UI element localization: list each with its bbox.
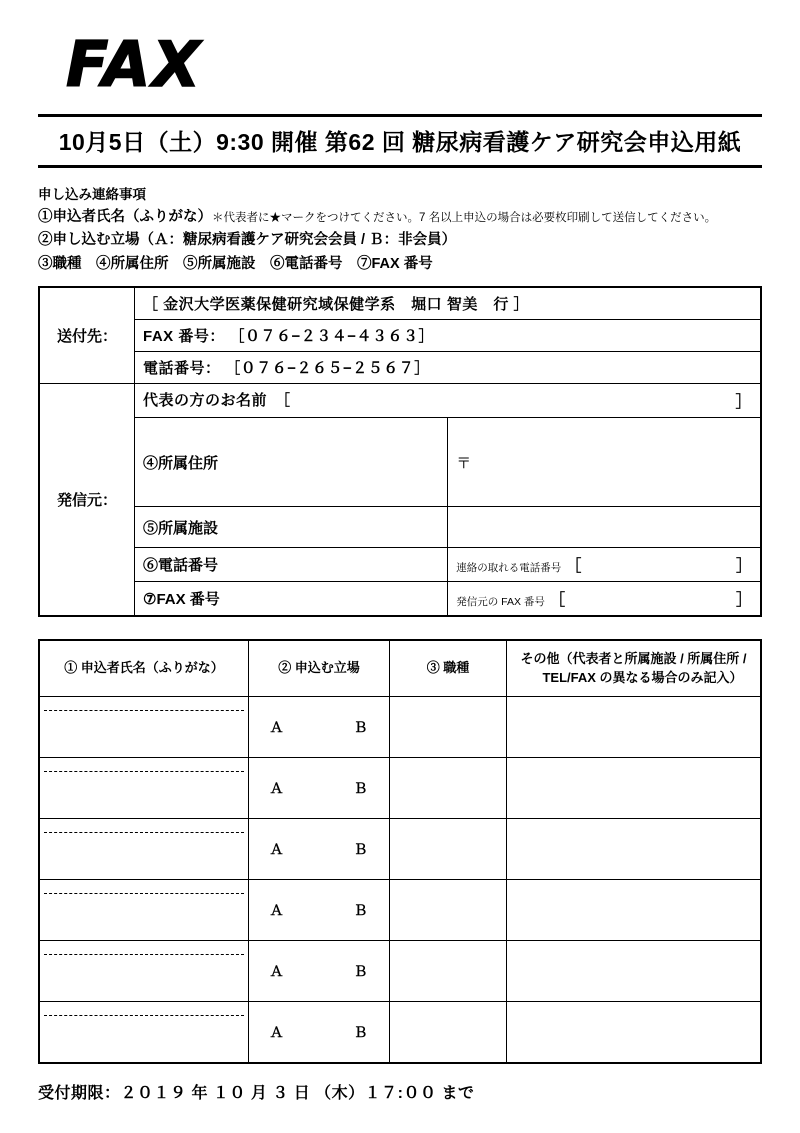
phone-label: ⑥電話番号 xyxy=(135,548,448,582)
furigana-dashed-line xyxy=(44,1015,244,1016)
header-applicant-name: ① 申込者氏名（ふりがな） xyxy=(39,640,249,696)
applicant-name-input[interactable] xyxy=(39,757,249,818)
fax-line xyxy=(135,320,762,352)
header-job: ③ 職種 xyxy=(390,640,507,696)
applicant-name-input[interactable] xyxy=(39,1001,249,1063)
table-row xyxy=(39,696,761,757)
table-row-to xyxy=(39,287,761,320)
furigana-dashed-line xyxy=(44,893,244,894)
from-label: 発信元： xyxy=(39,384,135,617)
table-row xyxy=(39,757,761,818)
notes-line-1 xyxy=(38,206,762,229)
furigana-dashed-line xyxy=(44,710,244,711)
phone-bracket-open: ［ xyxy=(565,558,582,576)
applicant-name-input[interactable] xyxy=(39,940,249,1001)
address-input[interactable] xyxy=(448,418,761,507)
applicant-position-choice[interactable]: Ａ Ｂ xyxy=(249,879,390,940)
fax-value: ［０７６−２３４−４３６３］ xyxy=(229,328,435,346)
table-row-from xyxy=(39,384,761,418)
phone-bracket-close: ］ xyxy=(735,558,752,576)
phone-hint: 連絡の取れる電話番号 xyxy=(456,562,562,575)
furigana-dashed-line xyxy=(44,832,244,833)
applicant-other-input[interactable] xyxy=(507,940,762,1001)
applicant-other-input[interactable] xyxy=(507,1001,762,1063)
applicants-table xyxy=(38,639,762,1063)
representative-name-bracket-close: ］ xyxy=(735,394,752,412)
table-row xyxy=(39,1001,761,1063)
fax-label: FAX 番号： xyxy=(143,328,225,346)
table-row-faxno xyxy=(39,582,761,617)
tel-value: ［０７６−２６５−２５６７］ xyxy=(225,360,430,378)
faxno-bracket-close: ］ xyxy=(735,592,752,610)
table-row-fax xyxy=(39,320,761,352)
representative-name-label: 代表の方のお名前 ［ xyxy=(143,392,291,410)
applicant-name-input[interactable] xyxy=(39,879,249,940)
header-position: ② 申込む立場 xyxy=(249,640,390,696)
fax-logo: FAX xyxy=(66,28,203,101)
applicant-job-input[interactable] xyxy=(390,879,507,940)
representative-name-field[interactable] xyxy=(135,384,762,418)
applicant-position-choice[interactable]: Ａ Ｂ xyxy=(249,757,390,818)
applicant-job-input[interactable] xyxy=(390,757,507,818)
faxno-label: ⑦FAX 番号 xyxy=(135,582,448,617)
header-other-line2: TEL/FAX の異なる場合のみ記入） xyxy=(542,669,743,685)
to-label: 送付先： xyxy=(39,287,135,384)
table-row-phone xyxy=(39,548,761,582)
applicant-other-input[interactable] xyxy=(507,879,762,940)
furigana-dashed-line xyxy=(44,771,244,772)
deadline-text: 受付期限：２０１９ 年 １０ 月 ３ 日 （木）１７:００ まで xyxy=(38,1084,475,1102)
notes-line-3: ③職種 ④所属住所 ⑤所属施設 ⑥電話番号 ⑦FAX 番号 xyxy=(38,255,433,272)
applicants-header-row xyxy=(39,640,761,696)
notes-line-1-small: ＊代表者に★マークをつけてください。7 名以上申込の場合は必要枚印刷して送信してください。 xyxy=(212,211,717,224)
applicant-name-input[interactable] xyxy=(39,818,249,879)
to-value: ［ 金沢大学医薬保健研究域保健学系 堀口 智美 行 ］ xyxy=(135,287,762,320)
faxno-input[interactable] xyxy=(448,582,761,617)
header-other-line1: その他（代表者と所属施設 / 所属住所 / xyxy=(520,651,747,667)
header-other xyxy=(507,640,762,696)
table-row-address xyxy=(39,418,761,507)
tel-label: 電話番号： xyxy=(143,360,221,378)
destination-info-table xyxy=(38,286,762,617)
applicant-position-choice[interactable]: Ａ Ｂ xyxy=(249,940,390,1001)
table-row-tel xyxy=(39,352,761,384)
applicant-job-input[interactable] xyxy=(390,1001,507,1063)
applicant-other-input[interactable] xyxy=(507,818,762,879)
applicant-position-choice[interactable]: Ａ Ｂ xyxy=(249,696,390,757)
facility-label: ⑤所属施設 xyxy=(135,507,448,548)
notes-line-1-main: ①申込者氏名（ふりがな） xyxy=(38,208,212,225)
page-title: 10月5日（土）9:30 開催 第62 回 糖尿病看護ケア研究会申込用紙 xyxy=(38,114,762,168)
phone-input[interactable] xyxy=(448,548,761,582)
applicant-job-input[interactable] xyxy=(390,818,507,879)
table-row-facility xyxy=(39,507,761,548)
faxno-hint: 発信元の FAX 番号 xyxy=(456,596,545,609)
applicant-other-input[interactable] xyxy=(507,757,762,818)
notes-line-2: ②申し込む立場（Ａ：糖尿病看護ケア研究会会員 / Ｂ：非会員） xyxy=(38,232,457,249)
notes-heading: 申し込み連絡事項 xyxy=(38,187,146,202)
applicant-name-input[interactable] xyxy=(39,696,249,757)
applicant-job-input[interactable] xyxy=(390,940,507,1001)
facility-input[interactable] xyxy=(448,507,761,548)
tel-line xyxy=(135,352,762,384)
applicant-position-choice[interactable]: Ａ Ｂ xyxy=(249,818,390,879)
application-notes xyxy=(38,184,762,276)
applicant-position-choice[interactable]: Ａ Ｂ xyxy=(249,1001,390,1063)
table-row xyxy=(39,879,761,940)
address-label: ④所属住所 xyxy=(135,418,448,507)
applicant-job-input[interactable] xyxy=(390,696,507,757)
faxno-bracket-open: ［ xyxy=(549,592,566,610)
furigana-dashed-line xyxy=(44,954,244,955)
postal-mark-icon: 〒 xyxy=(456,454,472,472)
applicant-other-input[interactable] xyxy=(507,696,762,757)
table-row xyxy=(39,818,761,879)
table-row xyxy=(39,940,761,1001)
